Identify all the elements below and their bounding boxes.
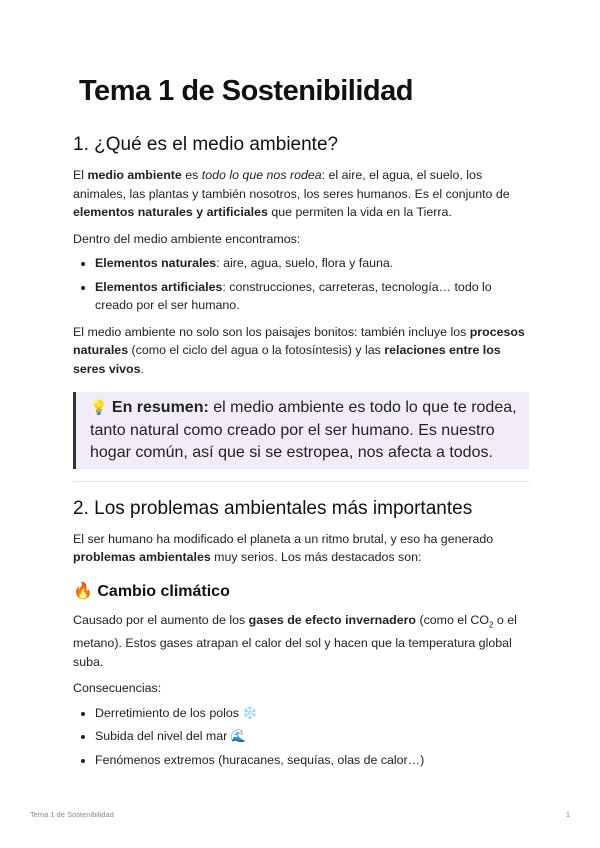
climate-change-heading — [73, 581, 529, 603]
text-run: El — [73, 168, 88, 182]
section-1-heading: 1. ¿Qué es el medio ambiente? — [73, 134, 339, 155]
list-item — [95, 751, 529, 770]
text-run: . — [140, 361, 144, 376]
document-content — [73, 72, 529, 774]
consequences-list — [73, 704, 529, 770]
list-item — [95, 278, 529, 315]
climate-change-paragraph — [73, 611, 529, 672]
text-run: muy serios. Los más destacados son: — [210, 550, 422, 564]
text-run: que permiten la vida en la Tierra. — [267, 205, 452, 219]
text-run: Derretimiento de los polos — [95, 705, 243, 720]
text-run: El medio ambiente no solo son los paisajes bonitos: también incluye los — [73, 324, 470, 339]
section-1-paragraph-1 — [73, 166, 529, 222]
elements-list — [73, 254, 529, 315]
bold-text: Elementos artificiales — [95, 279, 223, 294]
fire-icon: 🔥 — [73, 582, 93, 600]
summary-callout — [73, 392, 529, 469]
italic-text: todo lo que nos rodea — [201, 168, 322, 182]
callout-text: el medio ambiente es todo lo que te rodea, tanto natural como creado por el ser humano. Es nuestro hogar común, así que si se estropea, nos afecta a todos. — [90, 399, 517, 461]
bold-text: relaciones entre los seres vivos — [73, 343, 501, 376]
list-item — [95, 704, 529, 723]
text-run: (como el ciclo del agua o la fotosíntesis) y las — [128, 343, 385, 357]
text-run: (como el CO — [416, 612, 489, 627]
lightbulb-icon: 💡 — [90, 399, 108, 415]
section-1-paragraph-2: Dentro del medio ambiente encontramos: — [73, 231, 301, 246]
text-run: o el metano). Estos gases atrapan el calor del sol y hacen que la temperatura global suba. — [73, 612, 517, 669]
text-run: Subida del nivel del mar — [95, 729, 231, 744]
text-run: Fenómenos extremos (huracanes, sequías, olas de calor…) — [95, 752, 425, 767]
list-item — [95, 727, 529, 746]
text-run: es — [181, 168, 202, 182]
list-item — [95, 254, 529, 273]
section-1-paragraph-3 — [73, 323, 529, 379]
text-run: : construcciones, carreteras, tecnología… todo lo creado por el ser humano. — [95, 279, 492, 312]
bold-text: problemas ambientales — [73, 550, 211, 564]
text-run: : el aire, el agua, el suelo, los animales, las plantas y también nosotros, los seres humanos. Es el conjunto de — [73, 168, 510, 201]
bold-text: procesos naturales — [73, 324, 525, 357]
wave-icon: 🌊 — [230, 729, 247, 744]
subheading-text: Cambio climático — [97, 582, 230, 600]
page-number: 1 — [565, 810, 570, 819]
page-title: Tema 1 de Sostenibilidad — [79, 75, 413, 107]
callout-label: En resumen: — [111, 399, 209, 416]
subscript: 2 — [488, 619, 494, 629]
consequences-label: Consecuencias: — [73, 681, 162, 696]
bold-text: medio ambiente — [87, 168, 182, 182]
footer-title: Tema 1 de Sostenibilidad — [30, 810, 114, 819]
section-divider — [73, 481, 529, 482]
section-2-heading: 2. Los problemas ambientales más importantes — [73, 497, 473, 519]
snowflake-icon: ❄️ — [242, 705, 258, 720]
text-run: Causado por el aumento de los — [73, 612, 249, 627]
bold-text: Elementos naturales — [95, 256, 217, 270]
section-2-paragraph-1 — [73, 530, 529, 567]
bold-text: elementos naturales y artificiales — [73, 205, 268, 219]
bold-text: gases de efecto invernadero — [248, 612, 416, 627]
text-run: : aire, agua, suelo, flora y fauna. — [216, 256, 394, 270]
text-run: El ser humano ha modificado el planeta a un ritmo brutal, y eso ha generado — [73, 531, 494, 546]
